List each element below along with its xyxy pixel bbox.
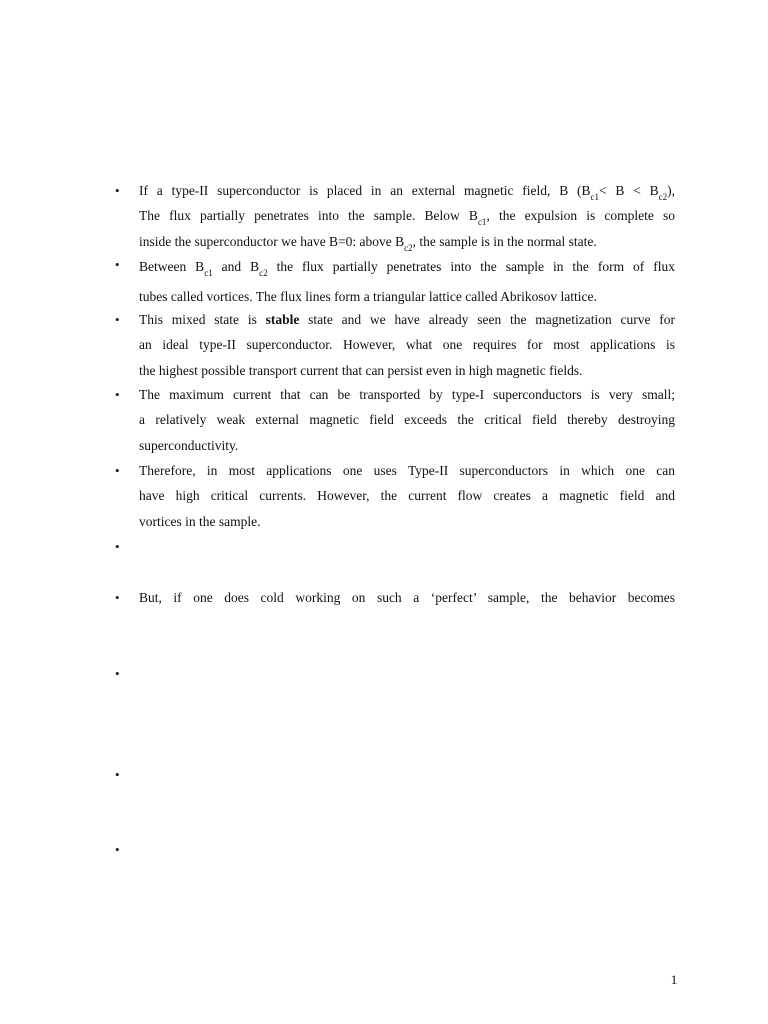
bullet-item-applications <box>139 458 675 534</box>
bullet-marker: • <box>115 463 120 478</box>
bullet-item-mixed-state <box>139 307 675 383</box>
page-number: 1 <box>670 972 678 987</box>
bullet-marker: • <box>115 312 120 327</box>
text-line: The maximum current that can be transported by type-I superconductors is very small; <box>139 387 675 402</box>
bullet-marker: • <box>115 767 120 782</box>
text-line: inside the superconductor we have B=0: above $B_{c2}$, the sample is in the normal state. <box>139 233 597 253</box>
text-line: superconductivity. <box>139 437 239 453</box>
text-line: the highest possible transport current that can persist even in high magnetic fields. <box>139 362 583 378</box>
text-line: a relatively weak external magnetic field exceeds the critical field thereby destroying <box>139 412 675 428</box>
bullet-marker: • <box>115 257 120 272</box>
text-line: have high critical currents. However, the current flow creates a magnetic field and <box>139 488 675 504</box>
bullet-item-type-ii-field <box>139 178 675 254</box>
text-line: This mixed state is stable state and we have already seen the magnetization curve for <box>139 312 675 327</box>
bullet-item-max-current <box>139 382 675 458</box>
text-line: The flux partially penetrates into the sample. Below $B_{c1}$, the expulsion is complete so <box>139 208 675 228</box>
bullet-marker: • <box>115 183 120 198</box>
text-line: an ideal type-II superconductor. However, what one requires for most applications is <box>139 337 675 353</box>
bullet-item-cold-working <box>139 585 675 610</box>
bullet-marker: • <box>115 539 120 554</box>
text-line: Therefore, in most applications one uses Type-II superconductors in which one can <box>139 463 675 478</box>
text-line: If a type-II superconductor is placed in an external magnetic field, B $(B_{c1}< B < B_{c2})$, <box>139 183 675 202</box>
bullet-marker: • <box>115 590 120 605</box>
bullet-marker: • <box>115 387 120 402</box>
text-line: But, if one does cold working on such a ‘perfect’ sample, the behavior becomes <box>139 590 675 605</box>
bullet-item-vortices <box>139 252 675 312</box>
text-line: Between $B_{c1}$ and $B_{c2}$ the flux partially penetrates into the sample in the form of flux <box>139 259 676 278</box>
text-line: tubes called vortices. The flux lines form a triangular lattice called Abrikosov lattice. <box>139 289 597 304</box>
text-line: vortices in the sample. <box>139 513 261 529</box>
bullet-marker: • <box>115 666 120 681</box>
bullet-marker: • <box>115 842 120 857</box>
